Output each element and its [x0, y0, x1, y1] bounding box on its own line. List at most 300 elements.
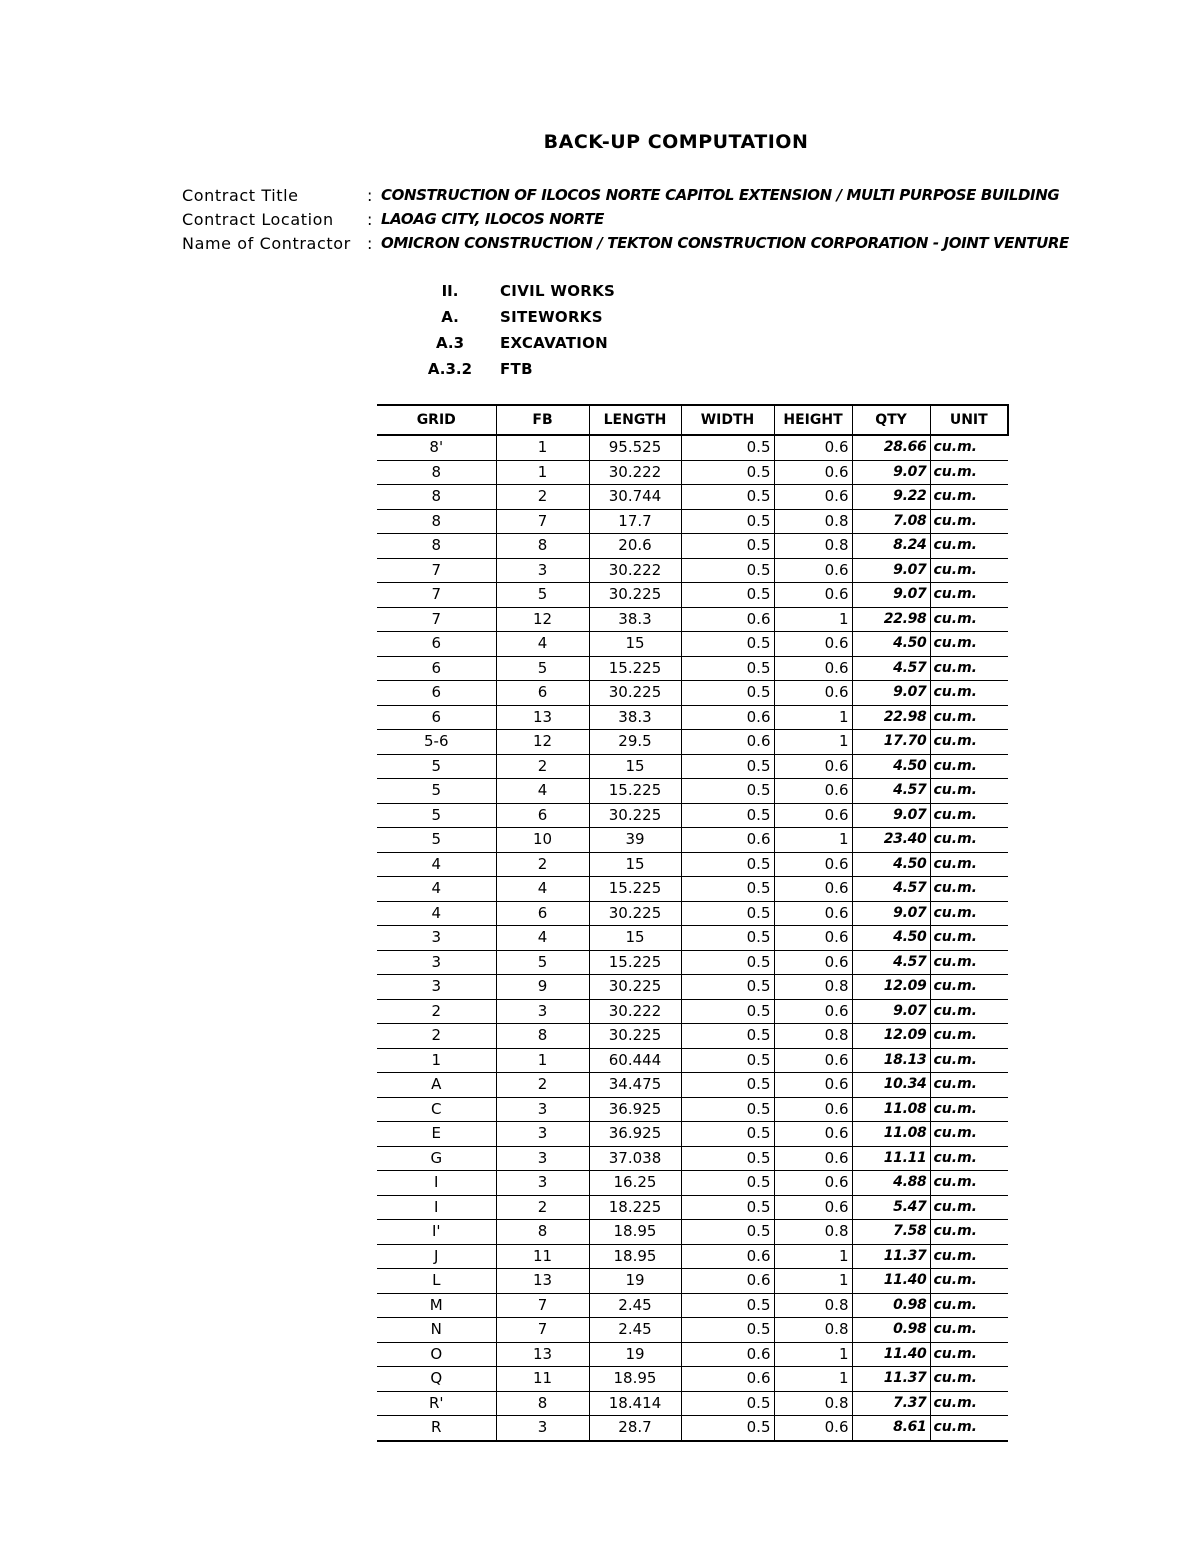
- table-row: [377, 509, 1008, 534]
- fb-cell: 5: [496, 656, 589, 681]
- unit-cell: cu.m.: [930, 656, 1008, 681]
- table-row: [377, 852, 1008, 877]
- table-row: [377, 779, 1008, 804]
- height-cell: 0.8: [774, 1293, 852, 1318]
- length-cell: 38.3: [589, 607, 681, 632]
- height-cell: 0.6: [774, 1048, 852, 1073]
- length-cell: 17.7: [589, 509, 681, 534]
- height-cell: 0.6: [774, 779, 852, 804]
- width-cell: 0.5: [681, 1048, 774, 1073]
- qty-cell: 0.98: [852, 1318, 930, 1343]
- width-cell: 0.6: [681, 1342, 774, 1367]
- height-cell: 0.6: [774, 926, 852, 951]
- qty-cell: 4.50: [852, 754, 930, 779]
- grid-cell: 5: [377, 803, 496, 828]
- unit-cell: cu.m.: [930, 1146, 1008, 1171]
- width-cell: 0.5: [681, 950, 774, 975]
- fb-cell: 2: [496, 1195, 589, 1220]
- grid-cell: R': [377, 1391, 496, 1416]
- qty-cell: 9.07: [852, 681, 930, 706]
- unit-cell: cu.m.: [930, 1391, 1008, 1416]
- height-cell: 0.6: [774, 656, 852, 681]
- grid-cell: 3: [377, 975, 496, 1000]
- table-row: [377, 1269, 1008, 1294]
- height-cell: 1: [774, 828, 852, 853]
- unit-cell: cu.m.: [930, 1122, 1008, 1147]
- column-header-grid: GRID: [377, 405, 496, 435]
- contract-title-row: [182, 183, 1069, 207]
- fb-cell: 12: [496, 607, 589, 632]
- length-cell: 18.95: [589, 1220, 681, 1245]
- fb-cell: 7: [496, 1293, 589, 1318]
- grid-cell: 8: [377, 485, 496, 510]
- column-header-width: WIDTH: [681, 405, 774, 435]
- grid-cell: M: [377, 1293, 496, 1318]
- width-cell: 0.5: [681, 632, 774, 657]
- unit-cell: cu.m.: [930, 1220, 1008, 1245]
- length-cell: 36.925: [589, 1097, 681, 1122]
- width-cell: 0.5: [681, 1220, 774, 1245]
- width-cell: 0.6: [681, 705, 774, 730]
- width-cell: 0.6: [681, 1269, 774, 1294]
- length-cell: 30.225: [589, 1024, 681, 1049]
- unit-cell: cu.m.: [930, 485, 1008, 510]
- unit-cell: cu.m.: [930, 730, 1008, 755]
- qty-cell: 4.50: [852, 852, 930, 877]
- height-cell: 0.6: [774, 877, 852, 902]
- grid-cell: 5-6: [377, 730, 496, 755]
- column-header-length: LENGTH: [589, 405, 681, 435]
- length-cell: 2.45: [589, 1293, 681, 1318]
- width-cell: 0.5: [681, 1318, 774, 1343]
- fb-cell: 12: [496, 730, 589, 755]
- grid-cell: I: [377, 1195, 496, 1220]
- table-header-row: [377, 405, 1008, 435]
- height-cell: 1: [774, 705, 852, 730]
- table-row: [377, 828, 1008, 853]
- unit-cell: cu.m.: [930, 705, 1008, 730]
- width-cell: 0.5: [681, 754, 774, 779]
- fb-cell: 6: [496, 901, 589, 926]
- length-cell: 28.7: [589, 1416, 681, 1441]
- length-cell: 18.225: [589, 1195, 681, 1220]
- height-cell: 0.8: [774, 1391, 852, 1416]
- grid-cell: J: [377, 1244, 496, 1269]
- fb-cell: 13: [496, 1269, 589, 1294]
- unit-cell: cu.m.: [930, 1097, 1008, 1122]
- unit-cell: cu.m.: [930, 583, 1008, 608]
- unit-cell: cu.m.: [930, 1073, 1008, 1098]
- unit-cell: cu.m.: [930, 1416, 1008, 1441]
- height-cell: 0.6: [774, 558, 852, 583]
- code-row: [400, 330, 615, 356]
- height-cell: 0.8: [774, 1024, 852, 1049]
- height-cell: 0.6: [774, 754, 852, 779]
- length-cell: 15: [589, 632, 681, 657]
- table-row: [377, 460, 1008, 485]
- unit-cell: cu.m.: [930, 950, 1008, 975]
- length-cell: 30.225: [589, 583, 681, 608]
- length-cell: 30.744: [589, 485, 681, 510]
- qty-cell: 9.22: [852, 485, 930, 510]
- fb-cell: 13: [496, 705, 589, 730]
- unit-cell: cu.m.: [930, 1048, 1008, 1073]
- length-cell: 18.95: [589, 1367, 681, 1392]
- column-header-height: HEIGHT: [774, 405, 852, 435]
- height-cell: 0.6: [774, 681, 852, 706]
- table-row: [377, 1293, 1008, 1318]
- grid-cell: A: [377, 1073, 496, 1098]
- width-cell: 0.5: [681, 1171, 774, 1196]
- fb-cell: 5: [496, 950, 589, 975]
- height-cell: 0.6: [774, 435, 852, 460]
- height-cell: 0.6: [774, 1122, 852, 1147]
- height-cell: 0.6: [774, 852, 852, 877]
- fb-cell: 3: [496, 1171, 589, 1196]
- length-cell: 30.225: [589, 681, 681, 706]
- height-cell: 1: [774, 730, 852, 755]
- height-cell: 0.8: [774, 534, 852, 559]
- length-cell: 30.222: [589, 558, 681, 583]
- width-cell: 0.5: [681, 1195, 774, 1220]
- fb-cell: 2: [496, 485, 589, 510]
- grid-cell: I': [377, 1220, 496, 1245]
- fb-cell: 11: [496, 1367, 589, 1392]
- grid-cell: 6: [377, 705, 496, 730]
- length-cell: 34.475: [589, 1073, 681, 1098]
- colon: :: [367, 185, 373, 205]
- grid-cell: 4: [377, 852, 496, 877]
- length-cell: 30.225: [589, 803, 681, 828]
- unit-cell: cu.m.: [930, 828, 1008, 853]
- fb-cell: 2: [496, 1073, 589, 1098]
- colon: :: [367, 209, 373, 229]
- height-cell: 0.6: [774, 901, 852, 926]
- table-row: [377, 485, 1008, 510]
- width-cell: 0.5: [681, 1391, 774, 1416]
- height-cell: 0.8: [774, 1220, 852, 1245]
- unit-cell: cu.m.: [930, 852, 1008, 877]
- length-cell: 95.525: [589, 435, 681, 460]
- table-row: [377, 1122, 1008, 1147]
- height-cell: 0.6: [774, 1416, 852, 1441]
- length-cell: 15.225: [589, 950, 681, 975]
- width-cell: 0.5: [681, 656, 774, 681]
- width-cell: 0.5: [681, 999, 774, 1024]
- length-cell: 15.225: [589, 779, 681, 804]
- grid-cell: 6: [377, 656, 496, 681]
- grid-cell: I: [377, 1171, 496, 1196]
- fb-cell: 3: [496, 999, 589, 1024]
- height-cell: 1: [774, 607, 852, 632]
- table-row: [377, 681, 1008, 706]
- fb-cell: 5: [496, 583, 589, 608]
- width-cell: 0.5: [681, 852, 774, 877]
- grid-cell: 3: [377, 926, 496, 951]
- qty-cell: 18.13: [852, 1048, 930, 1073]
- unit-cell: cu.m.: [930, 681, 1008, 706]
- unit-cell: cu.m.: [930, 1318, 1008, 1343]
- table-row: [377, 583, 1008, 608]
- grid-cell: C: [377, 1097, 496, 1122]
- height-cell: 1: [774, 1244, 852, 1269]
- width-cell: 0.5: [681, 435, 774, 460]
- fb-cell: 10: [496, 828, 589, 853]
- table-row: [377, 1342, 1008, 1367]
- width-cell: 0.5: [681, 901, 774, 926]
- qty-cell: 7.37: [852, 1391, 930, 1416]
- fb-cell: 3: [496, 1416, 589, 1441]
- grid-cell: R: [377, 1416, 496, 1441]
- code-number: A.3.2: [427, 360, 473, 378]
- width-cell: 0.5: [681, 534, 774, 559]
- unit-cell: cu.m.: [930, 999, 1008, 1024]
- qty-cell: 11.11: [852, 1146, 930, 1171]
- fb-cell: 7: [496, 1318, 589, 1343]
- qty-cell: 11.37: [852, 1367, 930, 1392]
- unit-cell: cu.m.: [930, 1195, 1008, 1220]
- unit-cell: cu.m.: [930, 460, 1008, 485]
- length-cell: 15.225: [589, 877, 681, 902]
- fb-cell: 4: [496, 926, 589, 951]
- length-cell: 15: [589, 852, 681, 877]
- table-row: [377, 1024, 1008, 1049]
- qty-cell: 22.98: [852, 705, 930, 730]
- height-cell: 0.6: [774, 632, 852, 657]
- unit-cell: cu.m.: [930, 877, 1008, 902]
- table-row: [377, 1318, 1008, 1343]
- contract-title-label: Contract Title: [182, 185, 299, 205]
- height-cell: 0.6: [774, 1195, 852, 1220]
- qty-cell: 4.57: [852, 877, 930, 902]
- table-row: [377, 730, 1008, 755]
- code-row: [400, 278, 615, 304]
- table-row: [377, 558, 1008, 583]
- unit-cell: cu.m.: [930, 803, 1008, 828]
- unit-cell: cu.m.: [930, 607, 1008, 632]
- code-label: EXCAVATION: [500, 334, 609, 352]
- grid-cell: 1: [377, 1048, 496, 1073]
- qty-cell: 9.07: [852, 558, 930, 583]
- table-row: [377, 656, 1008, 681]
- unit-cell: cu.m.: [930, 926, 1008, 951]
- width-cell: 0.6: [681, 828, 774, 853]
- length-cell: 15.225: [589, 656, 681, 681]
- length-cell: 15: [589, 926, 681, 951]
- width-cell: 0.5: [681, 1024, 774, 1049]
- length-cell: 36.925: [589, 1122, 681, 1147]
- table-row: [377, 435, 1008, 460]
- fb-cell: 8: [496, 534, 589, 559]
- fb-cell: 2: [496, 754, 589, 779]
- qty-cell: 7.58: [852, 1220, 930, 1245]
- table-row: [377, 1195, 1008, 1220]
- unit-cell: cu.m.: [930, 754, 1008, 779]
- code-number: A.: [441, 308, 459, 326]
- table-row: [377, 1391, 1008, 1416]
- width-cell: 0.5: [681, 779, 774, 804]
- length-cell: 30.222: [589, 460, 681, 485]
- height-cell: 0.6: [774, 999, 852, 1024]
- height-cell: 0.8: [774, 1318, 852, 1343]
- table-body: [377, 435, 1008, 1441]
- fb-cell: 6: [496, 681, 589, 706]
- grid-cell: N: [377, 1318, 496, 1343]
- qty-cell: 4.57: [852, 656, 930, 681]
- height-cell: 0.6: [774, 583, 852, 608]
- length-cell: 30.225: [589, 975, 681, 1000]
- fb-cell: 8: [496, 1220, 589, 1245]
- fb-cell: 3: [496, 558, 589, 583]
- unit-cell: cu.m.: [930, 1367, 1008, 1392]
- fb-cell: 1: [496, 1048, 589, 1073]
- fb-cell: 4: [496, 877, 589, 902]
- table-row: [377, 1220, 1008, 1245]
- grid-cell: 5: [377, 779, 496, 804]
- contractor-name-row: [182, 231, 1069, 255]
- table-row: [377, 950, 1008, 975]
- unit-cell: cu.m.: [930, 901, 1008, 926]
- qty-cell: 4.57: [852, 950, 930, 975]
- qty-cell: 11.08: [852, 1122, 930, 1147]
- height-cell: 1: [774, 1342, 852, 1367]
- height-cell: 0.6: [774, 1146, 852, 1171]
- height-cell: 0.6: [774, 1097, 852, 1122]
- page-title: BACK-UP COMPUTATION: [543, 131, 809, 153]
- qty-cell: 11.40: [852, 1269, 930, 1294]
- qty-cell: 11.08: [852, 1097, 930, 1122]
- contractor-name-label: Name of Contractor: [182, 233, 351, 253]
- grid-cell: L: [377, 1269, 496, 1294]
- qty-cell: 8.24: [852, 534, 930, 559]
- grid-cell: 7: [377, 558, 496, 583]
- qty-cell: 22.98: [852, 607, 930, 632]
- length-cell: 19: [589, 1342, 681, 1367]
- length-cell: 19: [589, 1269, 681, 1294]
- height-cell: 0.6: [774, 460, 852, 485]
- table-row: [377, 877, 1008, 902]
- fb-cell: 8: [496, 1024, 589, 1049]
- fb-cell: 9: [496, 975, 589, 1000]
- unit-cell: cu.m.: [930, 1244, 1008, 1269]
- length-cell: 38.3: [589, 705, 681, 730]
- qty-cell: 9.07: [852, 901, 930, 926]
- height-cell: 0.6: [774, 1171, 852, 1196]
- table-row: [377, 534, 1008, 559]
- unit-cell: cu.m.: [930, 558, 1008, 583]
- column-header-fb: FB: [496, 405, 589, 435]
- table-row: [377, 1416, 1008, 1441]
- grid-cell: G: [377, 1146, 496, 1171]
- length-cell: 20.6: [589, 534, 681, 559]
- grid-cell: E: [377, 1122, 496, 1147]
- qty-cell: 8.61: [852, 1416, 930, 1441]
- table-row: [377, 607, 1008, 632]
- qty-cell: 12.09: [852, 1024, 930, 1049]
- fb-cell: 4: [496, 632, 589, 657]
- grid-cell: 2: [377, 1024, 496, 1049]
- qty-cell: 28.66: [852, 435, 930, 460]
- fb-cell: 11: [496, 1244, 589, 1269]
- length-cell: 60.444: [589, 1048, 681, 1073]
- width-cell: 0.5: [681, 1122, 774, 1147]
- code-label: CIVIL WORKS: [500, 282, 616, 300]
- width-cell: 0.5: [681, 975, 774, 1000]
- grid-cell: 8: [377, 534, 496, 559]
- qty-cell: 12.09: [852, 975, 930, 1000]
- length-cell: 30.225: [589, 901, 681, 926]
- qty-cell: 9.07: [852, 803, 930, 828]
- height-cell: 0.6: [774, 485, 852, 510]
- table-row: [377, 1048, 1008, 1073]
- unit-cell: cu.m.: [930, 632, 1008, 657]
- fb-cell: 4: [496, 779, 589, 804]
- length-cell: 29.5: [589, 730, 681, 755]
- qty-cell: 4.88: [852, 1171, 930, 1196]
- code-row: [400, 356, 615, 382]
- length-cell: 2.45: [589, 1318, 681, 1343]
- table-row: [377, 705, 1008, 730]
- grid-cell: 4: [377, 901, 496, 926]
- unit-cell: cu.m.: [930, 779, 1008, 804]
- width-cell: 0.5: [681, 1097, 774, 1122]
- width-cell: 0.5: [681, 583, 774, 608]
- contract-title-value: CONSTRUCTION OF ILOCOS NORTE CAPITOL EXTENSION / MULTI PURPOSE BUILDING: [381, 186, 1060, 204]
- contract-info: [182, 183, 1069, 255]
- qty-cell: 0.98: [852, 1293, 930, 1318]
- unit-cell: cu.m.: [930, 1269, 1008, 1294]
- table-row: [377, 1244, 1008, 1269]
- grid-cell: 5: [377, 754, 496, 779]
- contract-location-label: Contract Location: [182, 209, 334, 229]
- width-cell: 0.5: [681, 509, 774, 534]
- width-cell: 0.5: [681, 803, 774, 828]
- length-cell: 18.414: [589, 1391, 681, 1416]
- width-cell: 0.5: [681, 558, 774, 583]
- height-cell: 1: [774, 1367, 852, 1392]
- grid-cell: 7: [377, 607, 496, 632]
- width-cell: 0.6: [681, 1367, 774, 1392]
- code-label: SITEWORKS: [500, 308, 603, 326]
- qty-cell: 5.47: [852, 1195, 930, 1220]
- length-cell: 15: [589, 754, 681, 779]
- unit-cell: cu.m.: [930, 534, 1008, 559]
- width-cell: 0.6: [681, 607, 774, 632]
- contract-location-value: LAOAG CITY, ILOCOS NORTE: [381, 210, 604, 228]
- unit-cell: cu.m.: [930, 509, 1008, 534]
- code-number: A.3: [435, 334, 465, 352]
- grid-cell: 8': [377, 435, 496, 460]
- grid-cell: 7: [377, 583, 496, 608]
- width-cell: 0.5: [681, 1293, 774, 1318]
- width-cell: 0.5: [681, 1416, 774, 1441]
- grid-cell: 5: [377, 828, 496, 853]
- computation-table: [377, 404, 1009, 1442]
- length-cell: 39: [589, 828, 681, 853]
- length-cell: 30.222: [589, 999, 681, 1024]
- code-number: II.: [441, 282, 459, 300]
- width-cell: 0.5: [681, 485, 774, 510]
- qty-cell: 23.40: [852, 828, 930, 853]
- table-row: [377, 754, 1008, 779]
- width-cell: 0.5: [681, 1146, 774, 1171]
- fb-cell: 6: [496, 803, 589, 828]
- unit-cell: cu.m.: [930, 975, 1008, 1000]
- grid-cell: 4: [377, 877, 496, 902]
- qty-cell: 9.07: [852, 999, 930, 1024]
- width-cell: 0.5: [681, 681, 774, 706]
- grid-cell: 2: [377, 999, 496, 1024]
